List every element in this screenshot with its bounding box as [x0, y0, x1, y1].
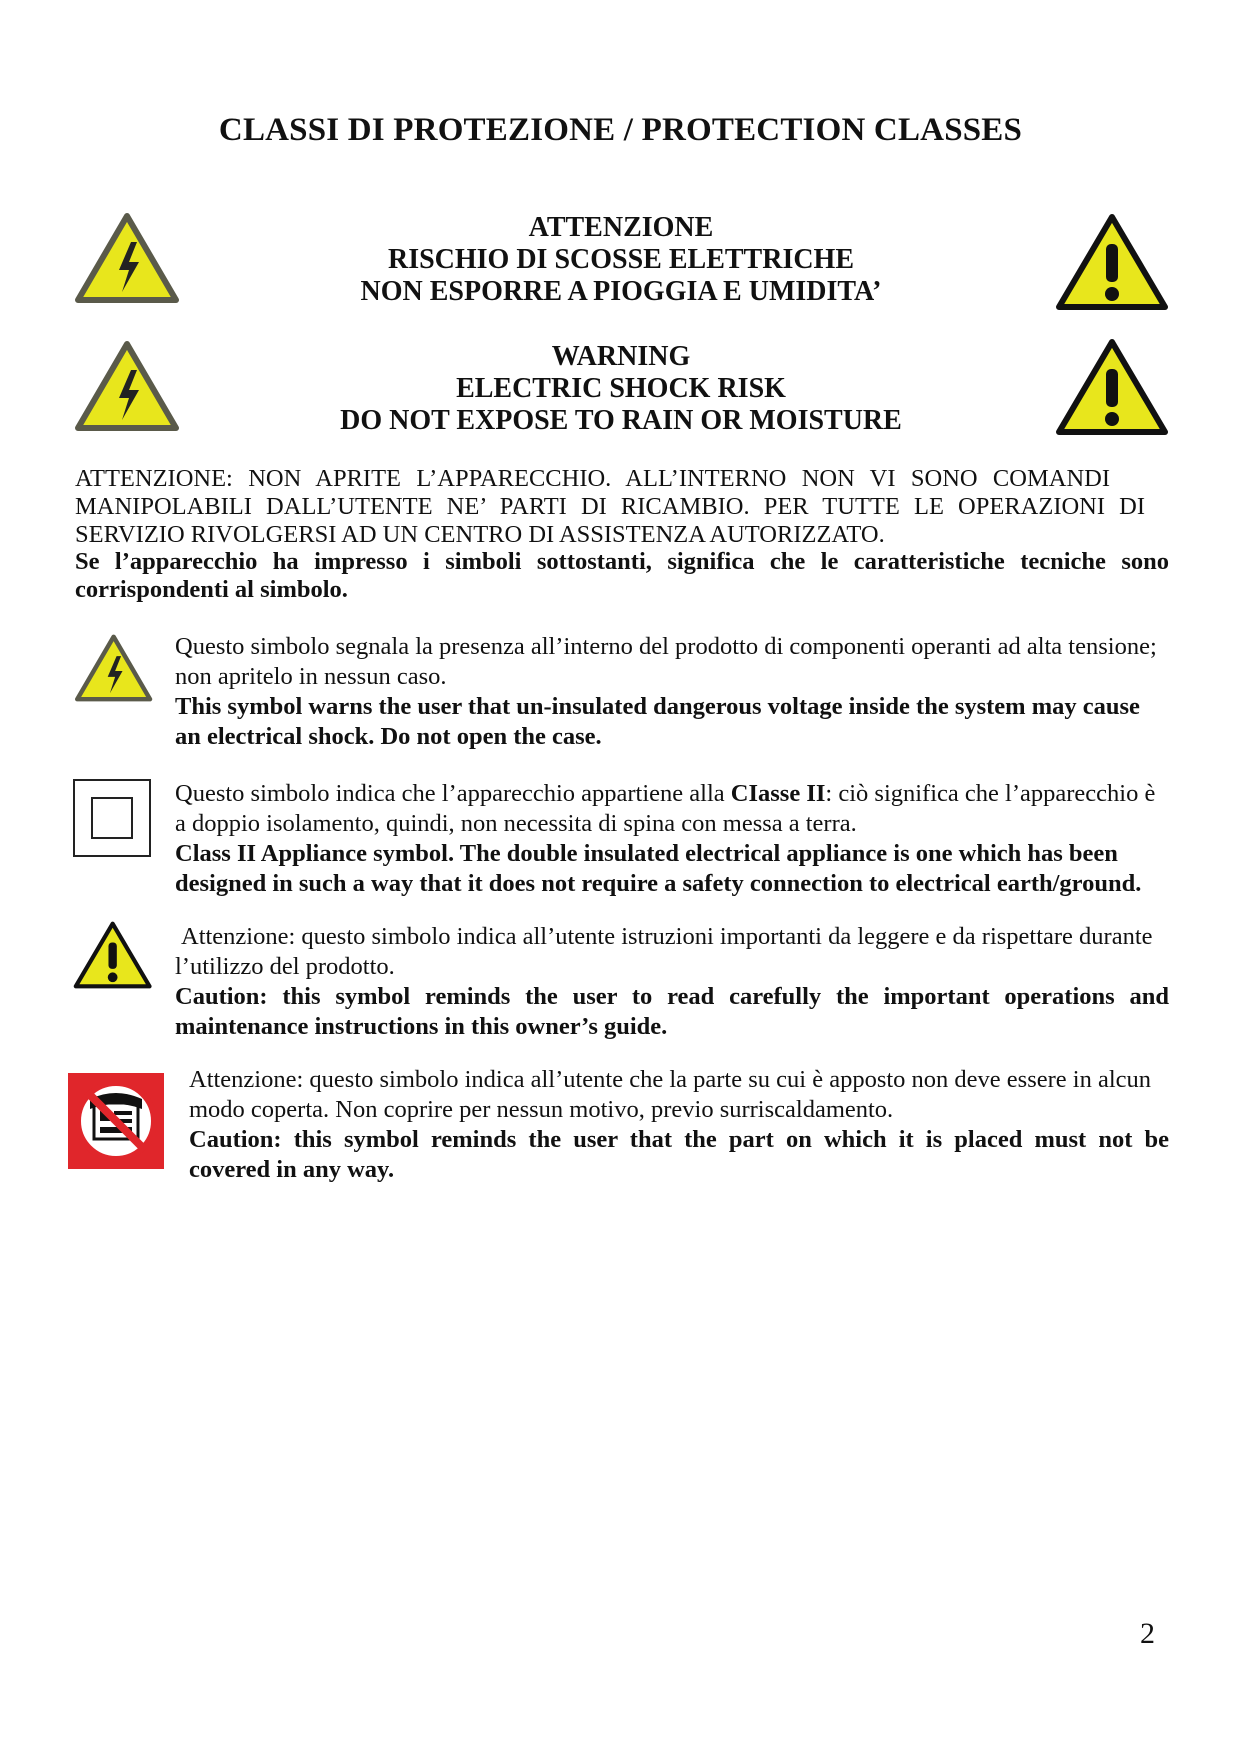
- class-ii-double-square-icon: [73, 779, 151, 857]
- symbol-text-english: Class II Appliance symbol. The double insulated electrical appliance is one which has been: [175, 840, 1118, 867]
- symbol-text-italian: Attenzione: questo simbolo indica all’utente che la parte su cui è apposto non deve essere in alcun: [189, 1066, 1151, 1093]
- class-ii-label: CIasse II: [730, 780, 826, 807]
- warning-line: DO NOT EXPOSE TO RAIN OR MOISTURE: [340, 405, 902, 436]
- symbol-text-english: an electrical shock. Do not open the case.: [175, 723, 602, 750]
- page-title: CLASSI DI PROTEZIONE / PROTECTION CLASSES: [218, 112, 1023, 148]
- warning-block-italian: [200, 212, 1042, 308]
- notice-line: SERVIZIO RIVOLGERSI AD UN CENTRO DI ASSISTENZA AUTORIZZATO.: [75, 521, 885, 548]
- symbol-text-italian: [175, 779, 1169, 809]
- exclamation-triangle-icon: [1055, 212, 1170, 312]
- warning-line: ELECTRIC SHOCK RISK: [456, 373, 786, 404]
- warning-heading: ATTENZIONE: [528, 212, 714, 243]
- symbol-text-english: Caution: this symbol reminds the user that the part on which it is placed must not be: [189, 1126, 1169, 1153]
- exclamation-triangle-icon: [73, 920, 153, 990]
- symbol-text-english: designed in such a way that it does not require a safety connection to electrical earth/ground.: [175, 870, 1142, 897]
- notice-bold-line: Se l’apparecchio ha impresso i simboli sottostanti, significa che le caratteristiche tecniche sono: [75, 548, 1169, 575]
- symbol-voltage-description: [175, 632, 1169, 752]
- do-not-cover-icon: [68, 1073, 164, 1169]
- page-number: 2: [1140, 1617, 1155, 1650]
- symbol-text-italian: a doppio isolamento, quindi, non necessita di spina con messa a terra.: [175, 810, 857, 837]
- warning-heading: WARNING: [551, 341, 691, 372]
- symbol-text-english: Caution: this symbol reminds the user to read carefully the important operations and: [175, 983, 1169, 1010]
- notice-bold-paragraph: [75, 548, 1169, 604]
- warning-block-english: [200, 341, 1042, 437]
- symbol-text-italian: Questo simbolo segnala la presenza all’interno del prodotto di componenti operanti ad alta tensione;: [175, 633, 1157, 660]
- symbol-text-italian: non apritelo in nessun caso.: [175, 663, 447, 690]
- symbol-text-italian: l’utilizzo del prodotto.: [175, 953, 395, 980]
- notice-line: ATTENZIONE: NON APRITE L’APPARECCHIO. ALL’INTERNO NON VI SONO COMANDI: [75, 465, 1110, 492]
- symbol-text-italian: Attenzione: questo simbolo indica all’utente istruzioni importanti da leggere e da rispettare durante: [181, 923, 1153, 950]
- electric-shock-triangle-icon: [75, 212, 180, 304]
- warning-line: NON ESPORRE A PIOGGIA E UMIDITA’: [360, 276, 882, 307]
- symbol-text-part: Questo simbolo indica che l’apparecchio appartiene alla: [175, 780, 731, 807]
- symbol-text-italian: modo coperta. Non coprire per nessun motivo, previo surriscaldamento.: [189, 1096, 894, 1123]
- electric-shock-triangle-icon: [75, 633, 153, 703]
- symbol-nocover-description: [189, 1065, 1169, 1185]
- symbol-text-part: : ciò significa che l’apparecchio è: [825, 780, 1156, 807]
- symbol-caution-description: [175, 922, 1169, 1042]
- warning-line: RISCHIO DI SCOSSE ELETTRICHE: [387, 244, 855, 275]
- symbol-text-english: maintenance instructions in this owner’s guide.: [175, 1013, 668, 1040]
- symbol-text-english: covered in any way.: [189, 1156, 395, 1183]
- symbol-text-english: This symbol warns the user that un-insulated dangerous voltage inside the system may cause: [175, 693, 1140, 720]
- notice-paragraph: [75, 465, 1145, 549]
- symbol-class2-description: [175, 779, 1169, 899]
- notice-line: MANIPOLABILI DALL’UTENTE NE’ PARTI DI RICAMBIO. PER TUTTE LE OPERAZIONI DI: [75, 493, 1145, 520]
- exclamation-triangle-icon: [1055, 337, 1170, 437]
- electric-shock-triangle-icon: [75, 340, 180, 432]
- notice-bold-line: corrispondenti al simbolo.: [75, 576, 348, 603]
